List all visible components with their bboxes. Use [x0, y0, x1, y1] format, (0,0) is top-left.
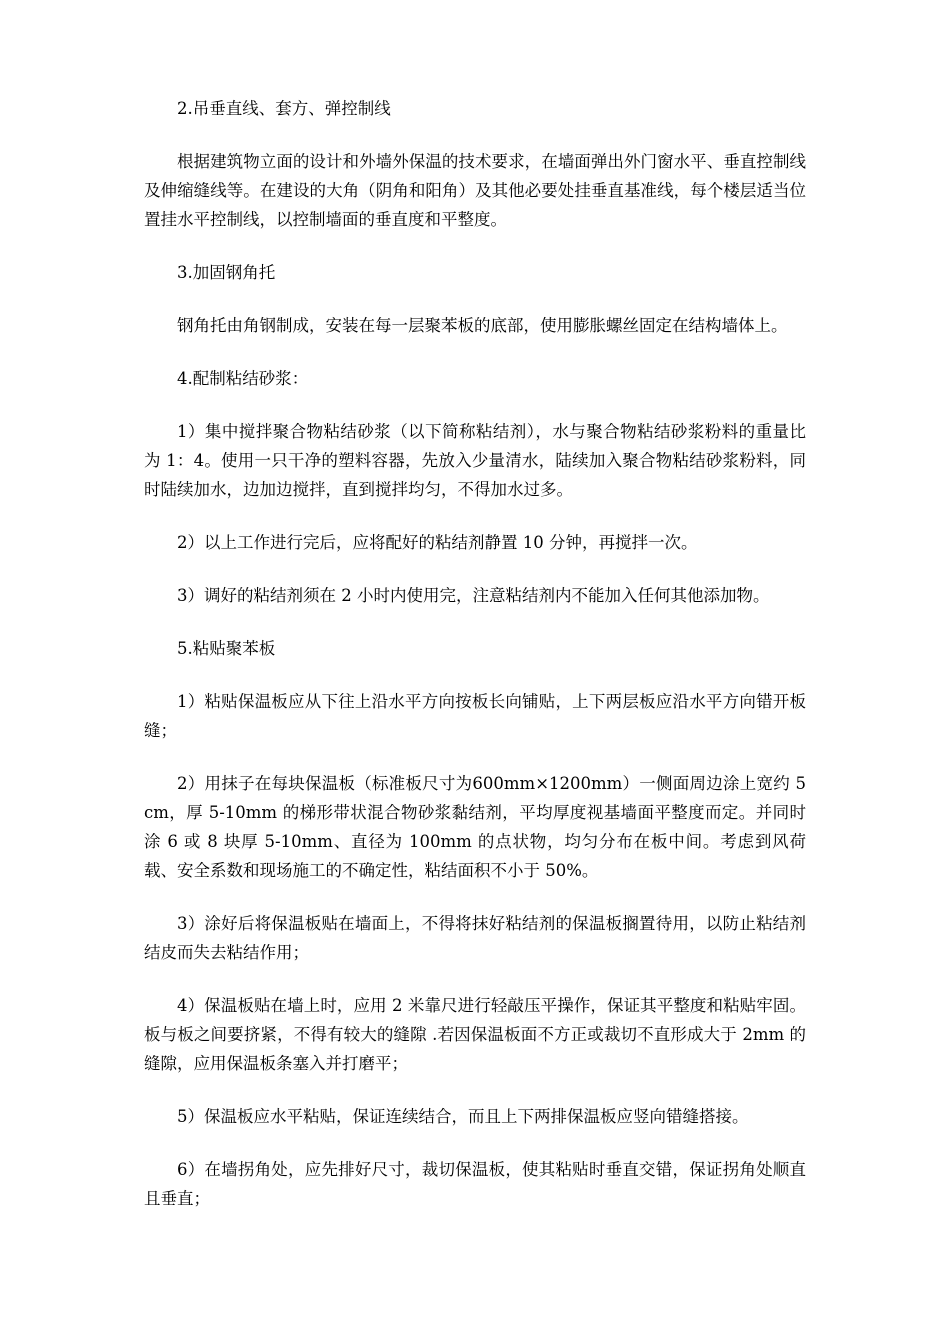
- paragraph-board-step-2: 2）用抹子在每块保温板（标准板尺寸为600mm×1200mm）一侧面周边涂上宽约 5cm，厚 5-10mm 的梯形带状混合物砂浆黏结剂，平均厚度视基墙面平整度而定。并同时涂 6 或 8 块厚 5-10mm、直径为 100mm 的点状物，均匀分布在板中间。考虑到风荷载、安全系数和现场施工的不确定性，粘结面积不小于 50%。: [144, 774, 806, 880]
- paragraph-control-lines: 根据建筑物立面的设计和外墙外保温的技术要求，在墙面弹出外门窗水平、垂直控制线及伸缩缝线等。在建设的大角（阴角和阳角）及其他必要处挂垂直基准线，每个楼层适当位置挂水平控制线，以控制墙面的垂直度和平整度。: [144, 152, 806, 229]
- section-heading-2: 2.吊垂直线、套方、弹控制线: [177, 99, 391, 118]
- section-heading-3: 3.加固钢角托: [177, 263, 276, 282]
- document-body: [144, 94, 806, 1237]
- paragraph-board-step-4: 4）保温板贴在墙上时，应用 2 米靠尺进行轻敲压平操作，保证其平整度和粘贴牢固。板与板之间要挤紧，不得有较大的缝隙 .若因保温板面不方正或裁切不直形成大于 2mm 的缝隙，应用保温板条塞入并打磨平；: [144, 996, 806, 1073]
- section-heading-4: 4.配制粘结砂浆：: [177, 369, 309, 388]
- paragraph-mortar-step-2: 2）以上工作进行完后，应将配好的粘结剂静置 10 分钟，再搅拌一次。: [177, 533, 698, 552]
- paragraph-mortar-step-3: 3）调好的粘结剂须在 2 小时内使用完，注意粘结剂内不能加入任何其他添加物。: [177, 586, 770, 605]
- paragraph-steel-angle-bracket: 钢角托由角钢制成，安装在每一层聚苯板的底部，使用膨胀螺丝固定在结构墙体上。: [177, 316, 788, 335]
- paragraph-board-step-3: 3）涂好后将保温板贴在墙面上，不得将抹好粘结剂的保温板搁置待用，以防止粘结剂结皮而失去粘结作用；: [144, 914, 806, 962]
- paragraph-mortar-step-1: 1）集中搅拌聚合物粘结砂浆（以下简称粘结剂），水与聚合物粘结砂浆粉料的重量比为 1：4。使用一只干净的塑料容器，先放入少量清水，陆续加入聚合物粘结砂浆粉料，同时陆续加水，边加边搅拌，直到搅拌均匀，不得加水过多。: [144, 422, 806, 499]
- section-heading-5: 5.粘贴聚苯板: [177, 639, 276, 658]
- paragraph-board-step-6: 6）在墙拐角处，应先排好尺寸，裁切保温板，使其粘贴时垂直交错，保证拐角处顺直且垂直；: [144, 1160, 806, 1208]
- paragraph-board-step-5: 5）保温板应水平粘贴，保证连续结合，而且上下两排保温板应竖向错缝搭接。: [177, 1107, 749, 1126]
- paragraph-board-step-1: 1）粘贴保温板应从下往上沿水平方向按板长向铺贴，上下两层板应沿水平方向错开板缝；: [144, 692, 806, 740]
